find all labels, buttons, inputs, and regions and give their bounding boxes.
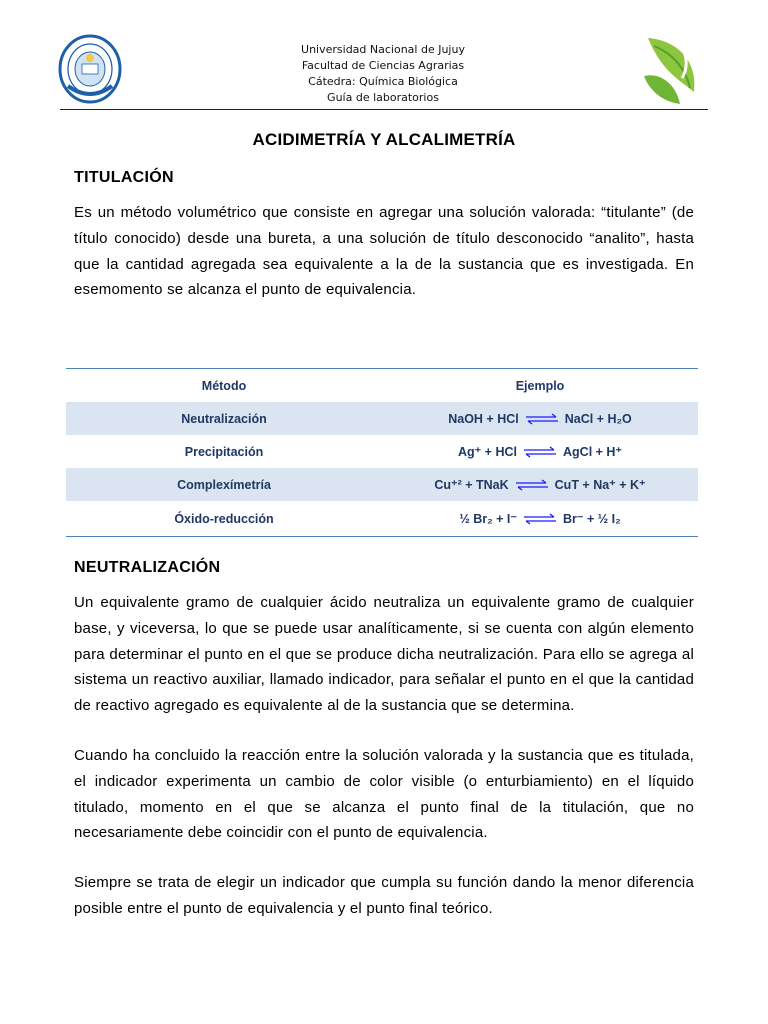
equilibrium-arrows-icon	[523, 513, 557, 525]
table-header-row	[66, 368, 698, 402]
products: CuT + Na⁺ + K⁺	[554, 478, 646, 492]
equilibrium-arrows-icon	[523, 446, 557, 458]
column-header-method: Método	[201, 378, 247, 393]
products: Br⁻ + ½ I₂	[563, 512, 621, 526]
example-cell	[382, 412, 698, 426]
faculty-leaf-icon	[636, 32, 706, 108]
table-row	[66, 402, 698, 435]
column-header-example: Ejemplo	[515, 378, 565, 393]
table-row	[66, 468, 698, 501]
header-divider	[60, 109, 708, 110]
method-cell: Neutralización	[181, 411, 267, 426]
reactants: NaOH + HCl	[448, 411, 519, 426]
neutralizacion-paragraph-1: Un equivalente gramo de cualquier ácido neutraliza un equivalente gramo de cualquier base, y viceversa, lo que se puede usar analíticamente, si se cuenta con algún elemento para determinar el punto en el que se produce dicha neutralización. Para ello se agrega al sistema un reactivo auxiliar, llamado indicador, para señalar el punto en el que la cantidad de reactivo agregado es equivalente al de la sustancia que se determina.	[74, 594, 694, 715]
method-cell: Complexímetría	[177, 477, 271, 492]
method-cell: Precipitación	[184, 444, 264, 459]
example-cell	[382, 444, 698, 459]
header-line-chair: Cátedra: Química Biológica	[308, 75, 458, 88]
products: NaCl + H₂O	[564, 411, 632, 426]
reactants: ½ Br₂ + I⁻	[459, 512, 517, 526]
table-row	[66, 435, 698, 468]
titulacion-paragraph: Es un método volumétrico que consiste en agregar una solución valorada: “titulante” (de título conocido) desde una bureta, a una solución de título desconocido “analito”, hasta que la cantidad agregada sea equivalente a la de la sustancia que es investigada. En esemomento se alcanza el punto de equivalencia.	[74, 204, 694, 299]
header-line-guide: Guía de laboratorios	[327, 91, 439, 104]
section-heading-neutralizacion: NEUTRALIZACIÓN	[74, 559, 221, 576]
methods-table	[66, 368, 698, 537]
reactants: Ag⁺ + HCl	[457, 445, 517, 459]
institution-info	[58, 42, 708, 106]
equilibrium-arrows-icon	[525, 413, 559, 425]
document-title: ACIDIMETRÍA Y ALCALIMETRÍA	[252, 130, 516, 149]
header-line-university: Universidad Nacional de Jujuy	[301, 43, 465, 56]
example-cell	[382, 477, 698, 492]
neutralizacion-paragraph-3: Siempre se trata de elegir un indicador que cumpla su función dando la menor diferencia posible entre el punto de equivalencia y el punto final teórico.	[74, 874, 694, 917]
header-line-faculty: Facultad de Ciencias Agrarias	[301, 59, 465, 72]
reactants: Cu⁺² + TNaK	[434, 478, 509, 492]
neutralizacion-paragraph-2: Cuando ha concluido la reacción entre la solución valorada y la sustancia que es titulada, el indicador experimenta un cambio de color visible (o enturbiamiento) en el líquido titulado, momento en el que se alcanza el punto final de la titulación, que no necesariamente debe coincidir con el punto de equivalencia.	[74, 747, 694, 842]
products: AgCl + H⁺	[563, 445, 623, 459]
section-heading-titulacion: TITULACIÓN	[74, 169, 174, 186]
method-cell: Óxido-reducción	[174, 511, 274, 526]
example-cell	[382, 511, 698, 526]
page-header	[58, 30, 708, 110]
equilibrium-arrows-icon	[515, 479, 549, 491]
table-row	[66, 501, 698, 537]
